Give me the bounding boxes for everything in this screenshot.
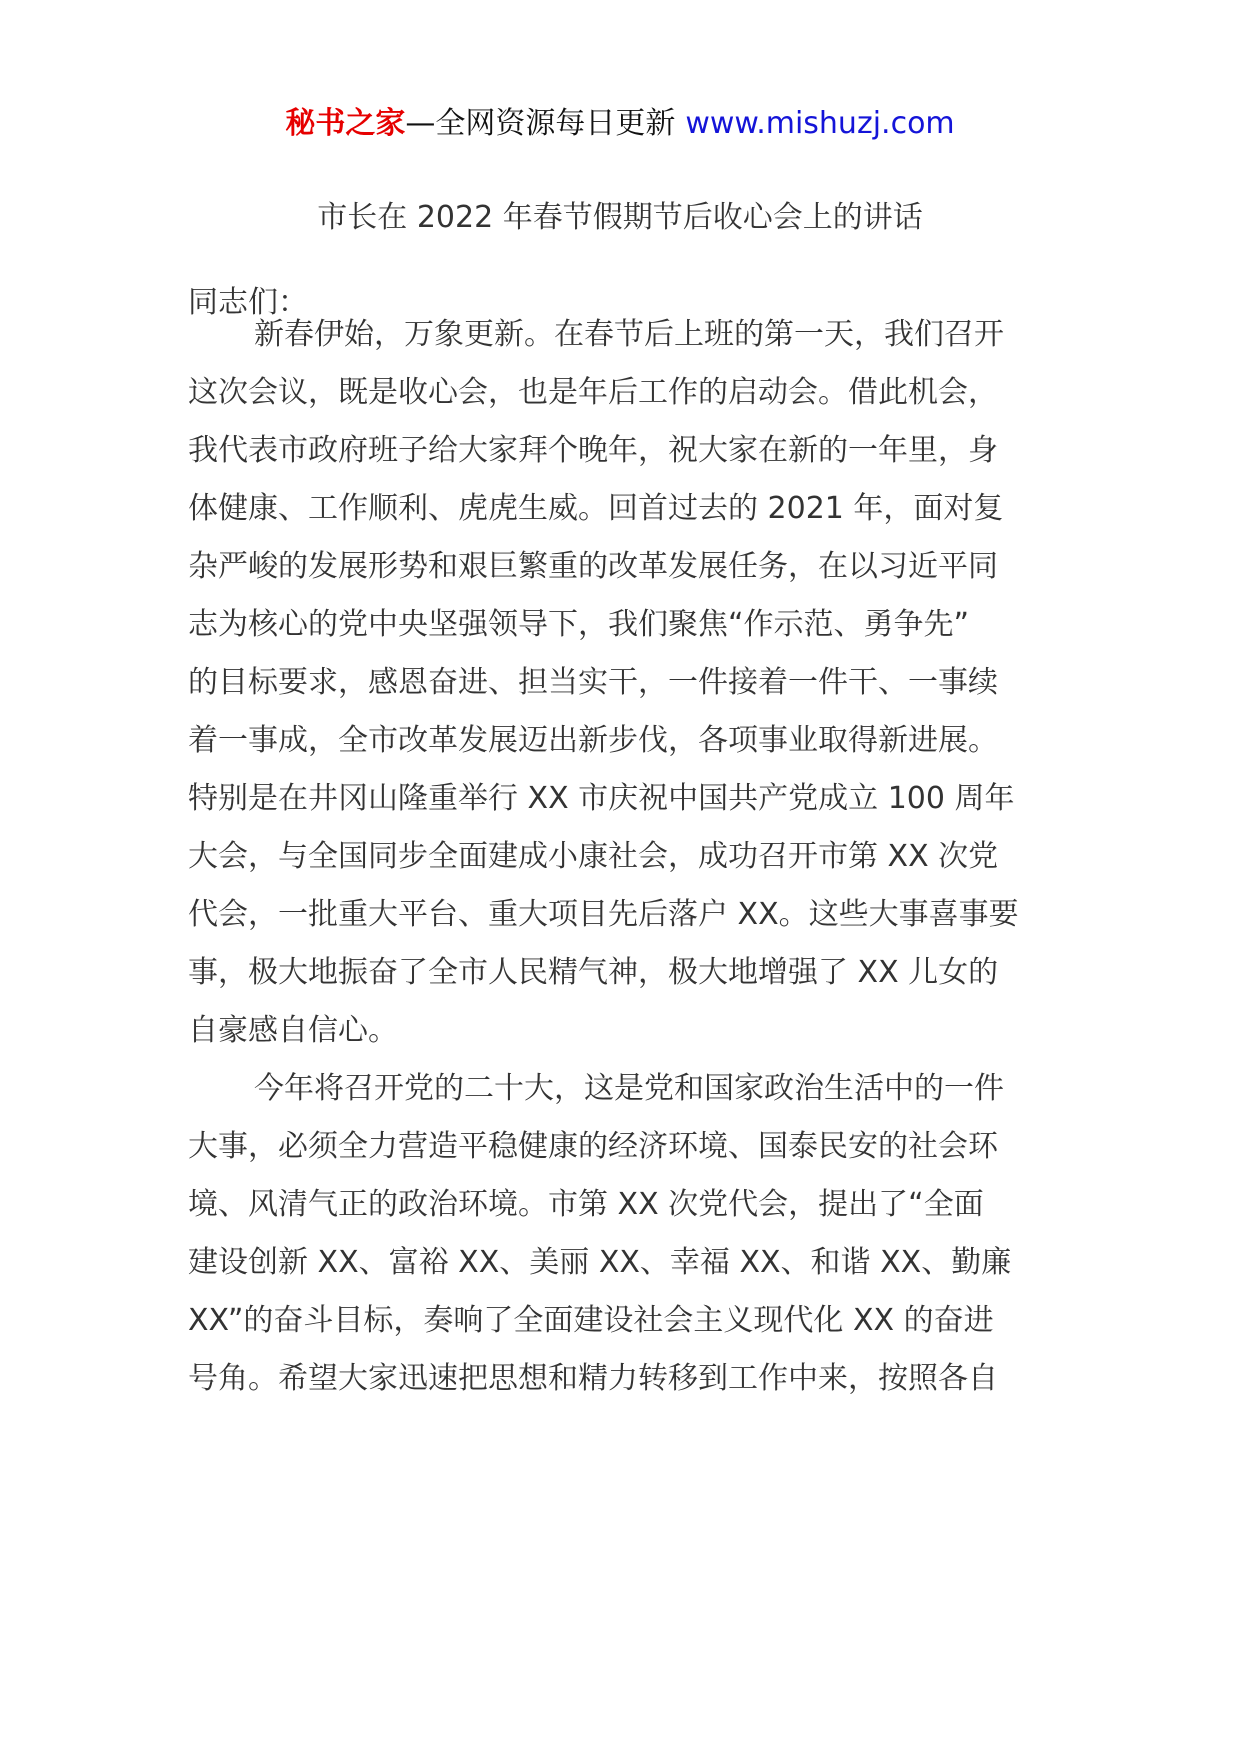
body-line: 体健康、工作顺利、虎虎生威。回首过去的 2021 年，面对复 [188, 491, 1004, 526]
site-header [0, 104, 1240, 144]
body-line: 境、风清气正的政治环境。市第 XX 次党代会，提出了“全面 [188, 1187, 984, 1222]
body-line: 杂严峻的发展形势和艰巨繁重的改革发展任务，在以习近平同 [188, 549, 998, 584]
body-line: 今年将召开党的二十大，这是党和国家政治生活中的一件 [254, 1071, 1004, 1106]
brand-name: 秘书之家 [285, 106, 406, 141]
body-line: 建设创新 XX、富裕 XX、美丽 XX、幸福 XX、和谐 XX、勤廉 [188, 1245, 1012, 1280]
body-line: XX”的奋斗目标，奏响了全面建设社会主义现代化 XX 的奋进 [188, 1303, 994, 1338]
site-url-link[interactable]: www.mishuzj.com [685, 106, 955, 141]
body-line: 大会，与全国同步全面建成小康社会，成功召开市第 XX 次党 [188, 839, 999, 874]
body-line: 这次会议，既是收心会，也是年后工作的启动会。借此机会， [188, 375, 998, 410]
salutation: 同志们： [188, 285, 308, 320]
body-line: 新春伊始，万象更新。在春节后上班的第一天，我们召开 [254, 317, 1004, 352]
body-line: 的目标要求，感恩奋进、担当实干，一件接着一件干、一事续 [188, 665, 998, 700]
header-dash: — [405, 106, 436, 141]
body-line: 大事，必须全力营造平稳健康的经济环境、国泰民安的社会环 [188, 1129, 998, 1164]
body-line: 着一事成，全市改革发展迈出新步伐，各项事业取得新进展。 [188, 723, 998, 758]
body-line: 我代表市政府班子给大家拜个晚年，祝大家在新的一年里，身 [188, 433, 998, 468]
body-line: 志为核心的党中央坚强领导下，我们聚焦“作示范、勇争先” [188, 607, 970, 642]
body-line: 代会，一批重大平台、重大项目先后落户 XX。这些大事喜事要 [188, 897, 1019, 932]
body-line: 自豪感自信心。 [188, 1013, 398, 1048]
body-line: 特别是在井冈山隆重举行 XX 市庆祝中国共产党成立 100 周年 [188, 781, 1015, 816]
header-tagline: 全网资源每日更新 [435, 106, 676, 141]
body-line: 号角。希望大家迅速把思想和精力转移到工作中来，按照各自 [188, 1361, 998, 1396]
document-title: 市长在 2022 年春节假期节后收心会上的讲话 [317, 200, 923, 235]
body-line: 事，极大地振奋了全市人民精气神，极大地增强了 XX 儿女的 [188, 955, 999, 990]
